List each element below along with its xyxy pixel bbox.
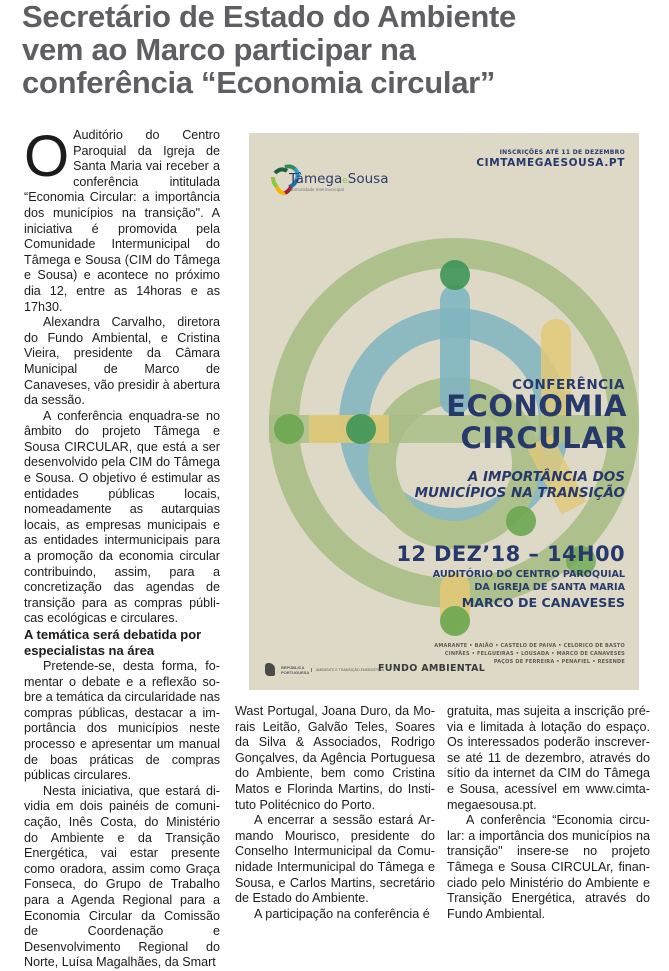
paragraph: [24, 124, 220, 315]
paragraph-text: Auditório do Centro Paroquial da Igreja de Santa Maria vai receber a conferência intitulada “Economia Circular: a importância dos municípios na transição". A iniciativa é promovida pela Comunidade Intermunicipal do Tâmega e Sousa (CIM do Tâmega e Sousa) e acontece no próximo dia 12, entre as 14horas e as 17h30.: [24, 128, 220, 314]
poster-title-line-1: ECONOMIA: [446, 389, 627, 423]
municipalities-line-2: CINFÃES • FELGUEIRAS • LOUSADA • MARCO DE CANAVESES: [444, 651, 625, 657]
paragraph: A conferência “Economia circular: a importância dos municípios na transição" insere-se no projeto Tâmega e Sousa CIRCULAr, financiado pelo Ministério do Ambiente e Transição Energética, através do Fundo Ambiental.: [447, 813, 650, 921]
venue-line-3: MARCO DE CANAVESES: [461, 595, 625, 610]
headline-line: Secretário de Estado do Ambiente: [22, 0, 516, 34]
municipalities-line-3: PAÇOS DE FERREIRA • PENAFIEL • RESENDE: [493, 659, 625, 665]
article-column-2: [235, 704, 435, 922]
headline-line: vem ao Marco participar na: [22, 32, 416, 67]
paragraph: Pretende-se, desta forma, fomentar o debate e a reflexão sobre a temática da circularidade nas compras públicas, destacar a importância dos municípios neste processo e apresentar um manual de boas práticas de compras públicas circulares.: [24, 659, 221, 783]
ministry-label: AMBIENTE E TRANSIÇÃO ENERGÉTICA: [311, 668, 384, 672]
event-date-time: 12 DEZ’18 – 14H00: [396, 542, 625, 566]
dot: [506, 506, 536, 536]
poster-subtitle-line-1: A IMPORTÂNCIA DOS: [467, 469, 625, 485]
logo-name-part: e: [342, 176, 348, 186]
municipalities-line-1: AMARANTE • BAIÃO • CASTELO DE PAIVA • CELORICO DE BASTO: [434, 643, 625, 649]
article-headline: [22, 0, 662, 99]
republic-label: REPÚBLICA PORTUGUESA: [281, 665, 310, 675]
fund-label: FUNDO AMBIENTAL: [378, 663, 486, 674]
website: CIMTAMEGAESOUSA.PT: [476, 157, 625, 169]
logo-name-part: Tâmega: [289, 171, 343, 187]
article-column-3: [447, 704, 650, 922]
paragraph: Alexandra Carvalho, diretora do Fundo Ambiental, e Cristina Vieira, presidente da Câmara Municipal de Marco de Canaveses, vão presidir à abertura da sessão.: [24, 315, 221, 408]
paragraph: A encerrar a sessão estará Armando Mourisco, presidente do Conselho Intermunicipal da Comunidade Intermunicipal do Tâmega e Sousa, e Carlos Martins, secretário de Estado do Ambiente.: [235, 813, 435, 906]
venue-line-1: AUDITÓRIO DO CENTRO PAROQUIAL: [432, 569, 625, 580]
venue-line-2: DA IGREJA DE SANTA MARIA: [474, 582, 625, 593]
headline-line: conferência “Economia circular”: [22, 65, 496, 100]
dot: [346, 414, 376, 444]
subheading: A temática será debatida por especialistas na área: [24, 627, 202, 658]
dot: [274, 414, 304, 444]
paragraph: Nesta iniciativa, que estará dividia em dois painéis de comunicação, Inês Costa, do Ministério do Ambiente e da Transição Energética, vai estar presente como oradora, assim como Graça Fonseca, do Grupo de Trabalho para a Agenda Regional para a Economia Circular da Comissão de Coordenação e Desenvolvimento Regional do Norte, Luísa Magalhães, da Smart: [24, 783, 220, 970]
conference-poster: [249, 133, 639, 690]
dot: [440, 260, 470, 290]
logo-name-part: Sousa: [347, 171, 389, 187]
conference-label: CONFERÊNCIA: [512, 377, 625, 393]
poster-title-line-2: CIRCULAR: [460, 421, 627, 455]
paragraph: gratuita, mas sujeita a inscrição prévia e limitada à lotação do espaço. Os interessados poderão inscrever-se até 11 de dezembro, através do sítio da internet da CIM do Tâmega e Sousa, acessível em www.cimtamegaesousa.pt.: [447, 704, 650, 812]
republic-emblem-icon: [265, 663, 275, 676]
poster-subtitle-line-2: MUNICÍPIOS NA TRANSIÇÃO: [414, 485, 625, 501]
paragraph: Wast Portugal, Joana Duro, da Morais Leitão, Galvão Teles, Soares da Silva & Associados, Rodrigo Gonçalves, da Agência Portuguesa do Ambiente, bem como Cristina Matos e Florinda Martins, do Instituto Politécnico do Porto.: [235, 704, 435, 812]
logo-name: [289, 171, 389, 187]
drop-cap: O: [24, 124, 70, 189]
article-column-1: [24, 124, 221, 971]
paragraph: A participação na conferência é: [254, 906, 430, 921]
logo-subtitle: Comunidade Intermunicipal: [289, 187, 344, 192]
dot: [440, 606, 470, 636]
paragraph: A conferência enquadra-se no âmbito do projeto Tâmega e Sousa CIRCULAR, que está a ser desenvolvido pela CIM do Tâmega e Sousa. O objetivo é estimular as entidades públicas locais, nomeadamente as autarquias locais, as empresas municipais e as entidades intermunicipais para a promoção da economia circular contribuindo, assim, para a concretização das agendas de transição para as compras públicas ecológicas e circulares.: [24, 408, 220, 626]
registration-note: INSCRIÇÕES ATÉ 11 DE DEZEMBRO: [499, 149, 625, 156]
